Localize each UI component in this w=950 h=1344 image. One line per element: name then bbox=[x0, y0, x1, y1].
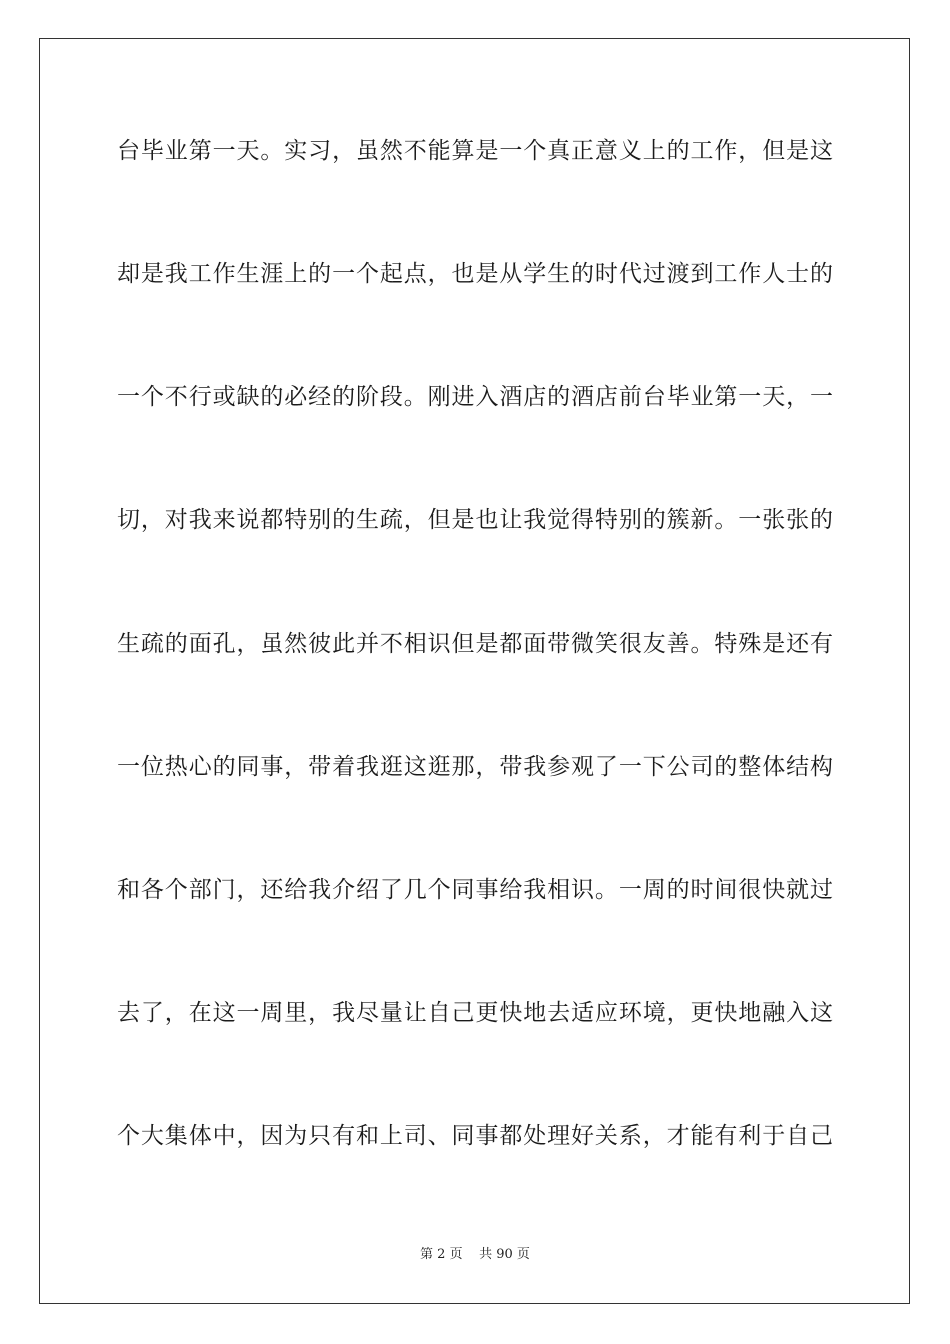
body-line: 生疏的面孔，虽然彼此并不相识但是都面带微笑很友善。特殊是还有 bbox=[117, 631, 833, 657]
body-line: 个大集体中，因为只有和上司、同事都处理好关系，才能有利于自己 bbox=[117, 1123, 833, 1149]
body-line: 台毕业第一天。实习，虽然不能算是一个真正意义上的工作，但是这 bbox=[117, 138, 833, 164]
page-footer bbox=[0, 1246, 950, 1264]
body-line: 去了，在这一周里，我尽量让自己更快地去适应环境，更快地融入这 bbox=[117, 1000, 833, 1026]
page-border bbox=[39, 38, 910, 1304]
total-pages: 共 90 页 bbox=[479, 1247, 530, 1262]
body-line: 一个不行或缺的必经的阶段。刚进入酒店的酒店前台毕业第一天，一 bbox=[117, 384, 833, 410]
body-line: 和各个部门，还给我介绍了几个同事给我相识。一周的时间很快就过 bbox=[117, 877, 833, 903]
page-number: 第 2 页 bbox=[420, 1247, 463, 1262]
body-line: 切，对我来说都特别的生疏，但是也让我觉得特别的簇新。一张张的 bbox=[117, 507, 833, 533]
body-line: 却是我工作生涯上的一个起点，也是从学生的时代过渡到工作人士的 bbox=[117, 261, 833, 287]
body-line: 一位热心的同事，带着我逛这逛那，带我参观了一下公司的整体结构 bbox=[117, 754, 833, 780]
